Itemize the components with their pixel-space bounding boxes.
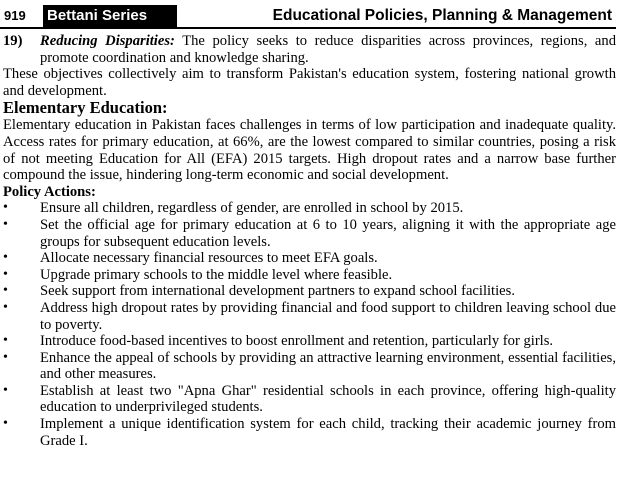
bullet-icon: • — [3, 216, 8, 232]
list-item: • Ensure all children, regardless of gender, are enrolled in school by 2015. — [3, 200, 464, 217]
objective-item-19 — [3, 33, 616, 66]
item-label: Reducing Disparities: — [40, 33, 175, 49]
page-number: 919 — [4, 8, 26, 23]
bullet-icon: • — [3, 283, 8, 299]
bullet-icon: • — [3, 250, 8, 266]
summary-paragraph: These objectives collectively aim to transform Pakistan's education system, fostering national growth and development. — [3, 66, 616, 99]
bullet-icon: • — [3, 416, 8, 432]
section-heading: Elementary Education: — [3, 98, 168, 118]
section-paragraph: Elementary education in Pakistan faces challenges in terms of low participation and inadequate quality. Access rates for primary education, at 66%, are the lowest compared to similar countries, posing a risk of not meeting Education for All (EFA) 2015 targets. High dropout rates and a narrow base further compound the issue, hindering long-term economic and social development. — [3, 117, 616, 184]
item-text — [40, 33, 616, 66]
policy-actions-list — [3, 200, 616, 449]
list-item: • Address high dropout rates by providing financial and food support to children leaving school due to poverty. — [3, 299, 616, 333]
list-item: • Allocate necessary financial resources to meet EFA goals. — [3, 250, 378, 267]
policy-actions-heading: Policy Actions: — [3, 183, 96, 200]
item-number: 19) — [3, 33, 23, 49]
bullet-icon: • — [3, 382, 8, 398]
list-item: • Upgrade primary schools to the middle level where feasible. — [3, 266, 393, 283]
list-item: • Establish at least two "Apna Ghar" residential schools in each province, offering high-quality education to underprivileged students. — [3, 382, 616, 416]
series-label: Bettani Series — [43, 5, 177, 27]
page-header — [0, 0, 616, 29]
bullet-icon: • — [3, 200, 8, 216]
bullet-icon: • — [3, 349, 8, 365]
bullet-icon: • — [3, 333, 8, 349]
bullet-icon: • — [3, 266, 8, 282]
book-title: Educational Policies, Planning & Management — [272, 7, 612, 24]
bullet-icon: • — [3, 299, 8, 315]
list-item: • Seek support from international development partners to expand school facilities. — [3, 283, 515, 300]
item-body: The policy seeks to reduce disparities across provinces, regions, and promote coordination and knowledge sharing. — [40, 33, 616, 66]
list-item: • Implement a unique identification system for each child, tracking their academic journey from Grade I. — [3, 416, 616, 449]
list-item: • Enhance the appeal of schools by providing an attractive learning environment, essential facilities, and other measures. — [3, 349, 616, 383]
list-item: • Introduce food-based incentives to boost enrollment and retention, particularly for girls. — [3, 333, 554, 350]
page-content — [3, 33, 616, 449]
list-item: • Set the official age for primary education at 6 to 10 years, aligning it with the appropriate age groups for subsequent education levels. — [3, 216, 616, 250]
